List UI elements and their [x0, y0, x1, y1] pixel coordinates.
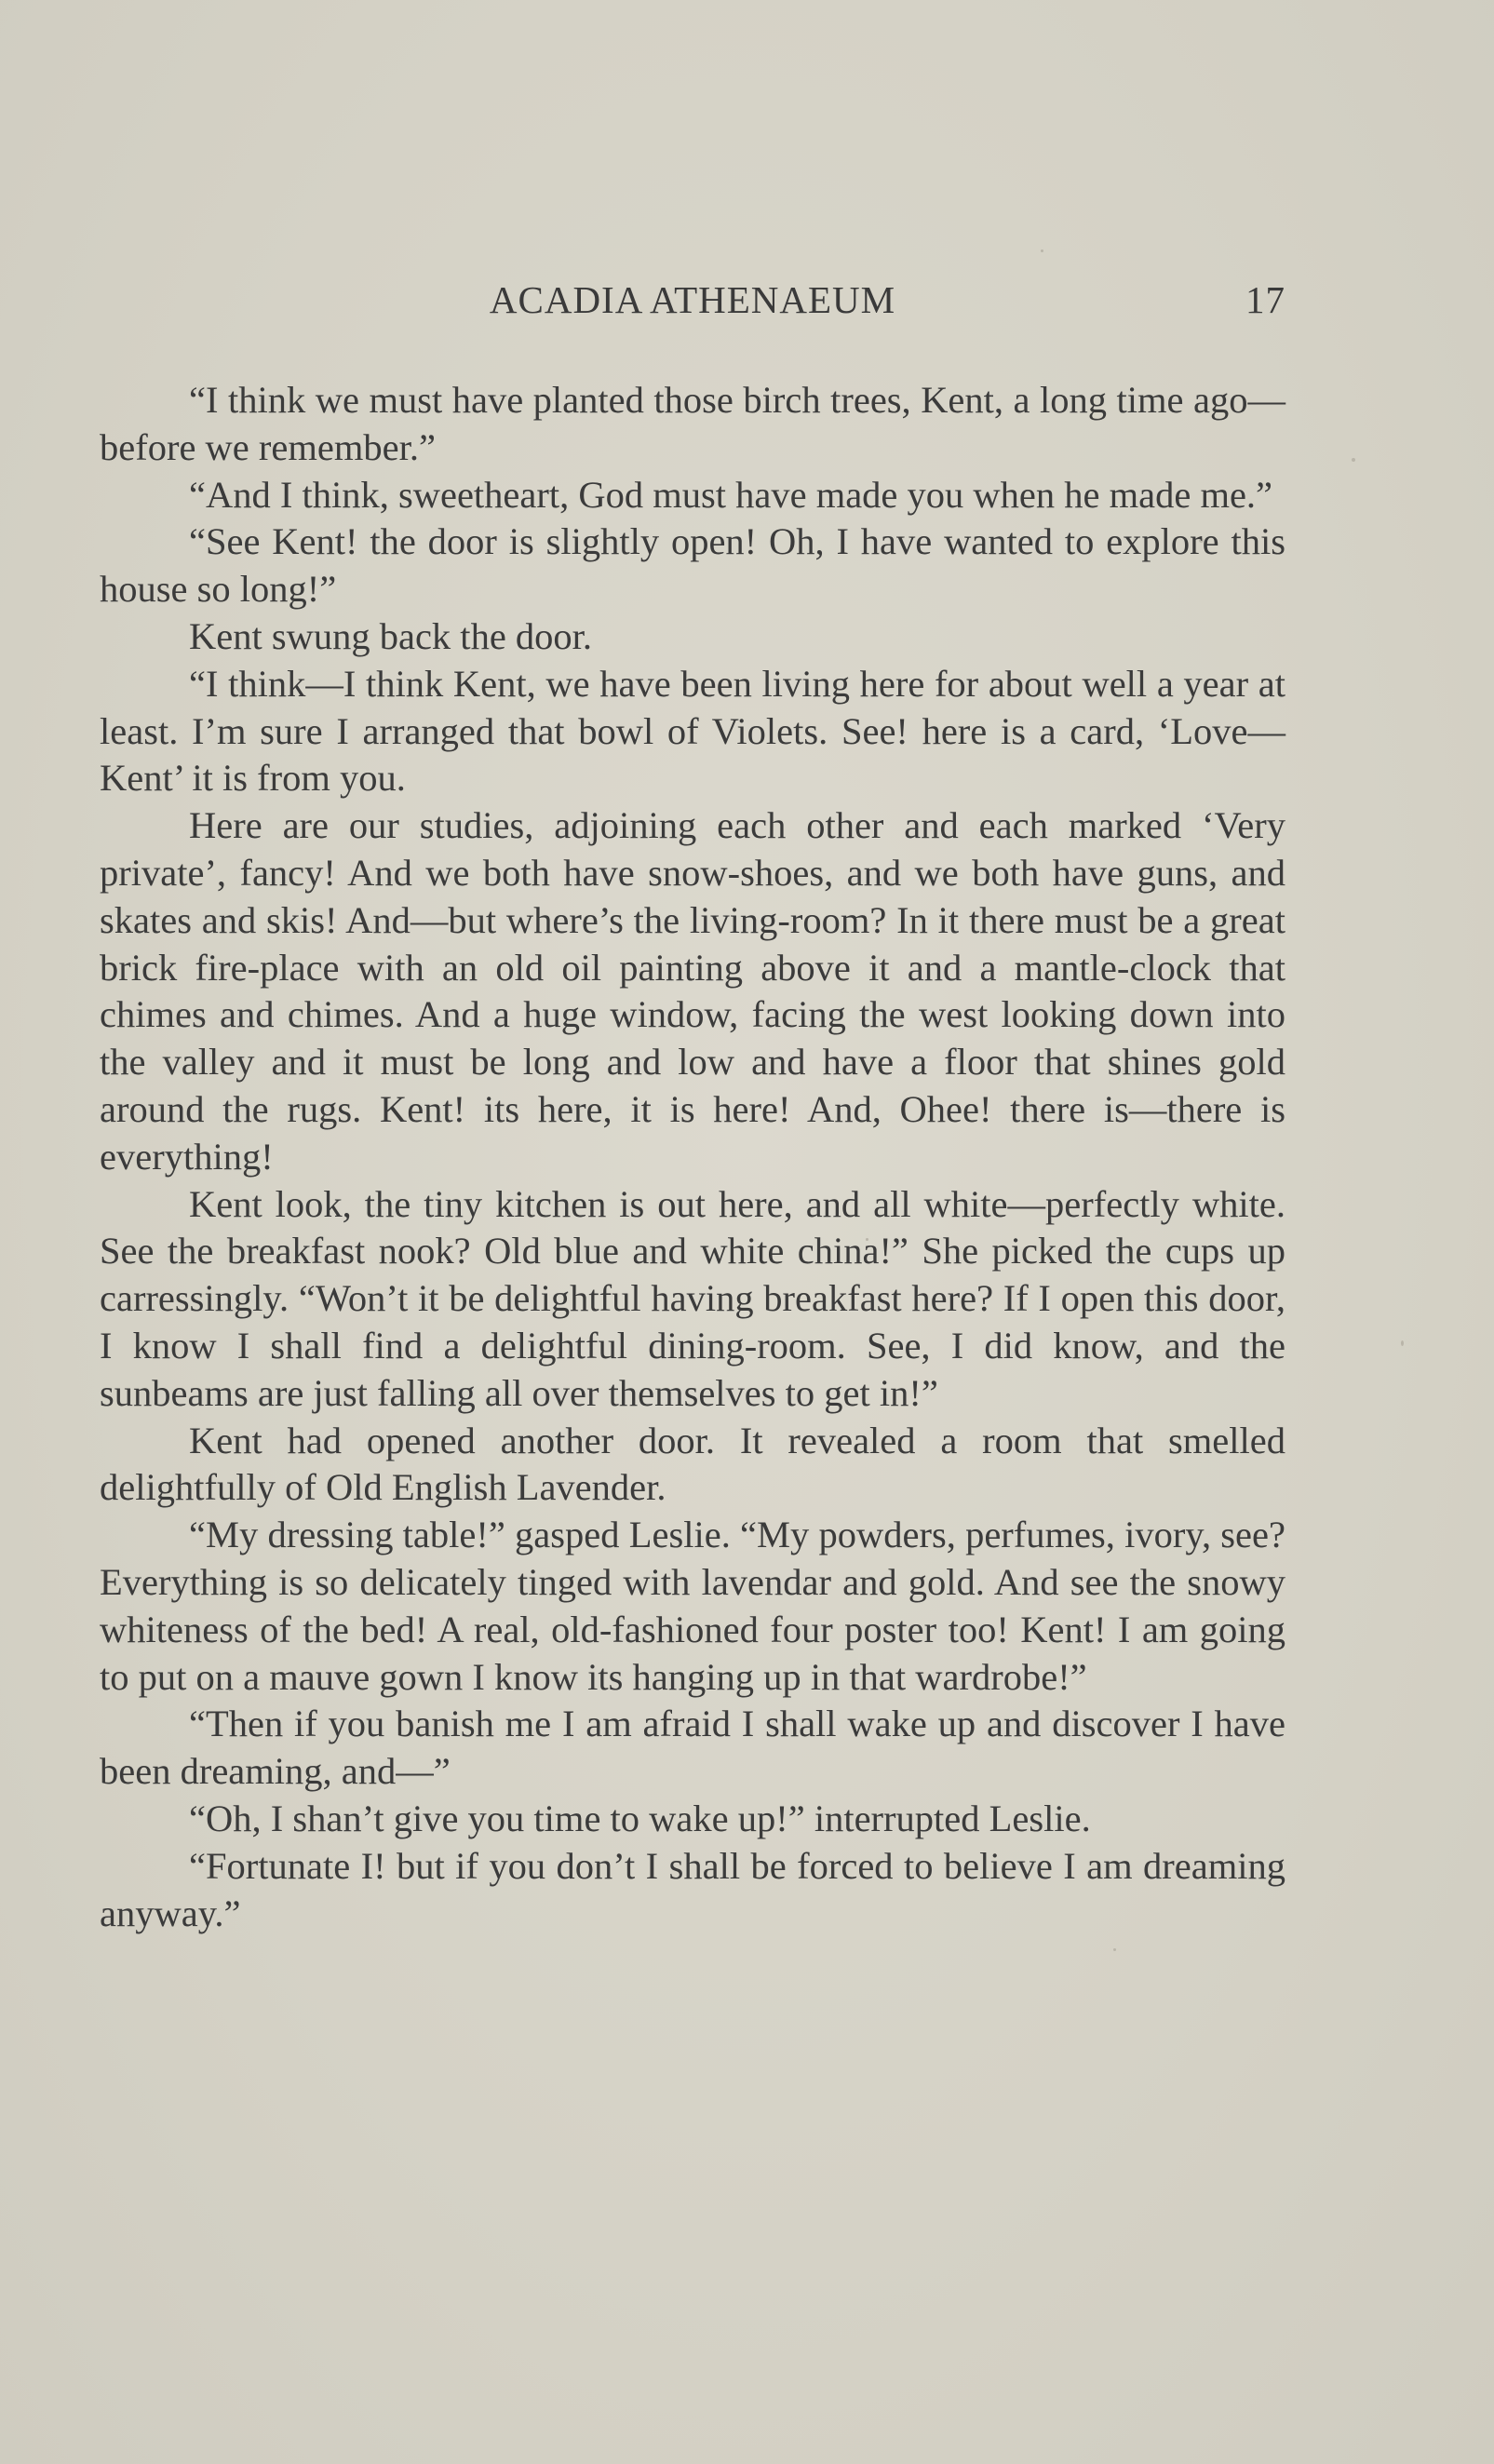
- paragraph: “I think—I think Kent, we have been living here for about well a year at least. I’m sure I arranged that bowl of Violets. See! here is a card, ‘Love—Kent’ it is from you.: [100, 662, 1285, 800]
- paragraph: Kent had opened another door. It revealed a room that smelled delightfully of Old English Lavender.: [100, 1419, 1285, 1509]
- paper-speck: [1352, 458, 1355, 462]
- paragraph: “My dressing table!” gasped Leslie. “My powders, perfumes, ivory, see? Everything is so delicately tinged with lavendar and gold. And see the snowy whiteness of the bed! A real, old-fashioned four poster too! Kent! I am going to put on a mauve gown I know its hanging up in that wardrobe!”: [100, 1514, 1285, 1698]
- paragraph: Kent look, the tiny kitchen is out here, and all white—perfectly white. See the breakfast nook? Old blue and white china!” She picked the cups up carressingly. “Won’t it be delightful having breakfast here? If I open this door, I know I shall find a delightful dining-room. See, I did know, and the sunbeams are just falling all over themselves to get in!”: [100, 1182, 1285, 1414]
- page-header: [100, 277, 1285, 333]
- running-title: ACADIA ATHENAEUM: [489, 278, 896, 321]
- paragraph: Kent swung back the door.: [189, 614, 593, 657]
- page-number: 17: [1245, 278, 1285, 321]
- paragraph: “And I think, sweetheart, God must have made you when he made me.”: [189, 473, 1273, 516]
- body-text: [100, 377, 1285, 1937]
- paragraph: “Then if you banish me I am afraid I shall wake up and discover I have been dreaming, and—”: [100, 1703, 1285, 1793]
- paper-speck: [1401, 1340, 1404, 1346]
- paragraph: “Oh, I shan’t give you time to wake up!” interrupted Leslie.: [189, 1797, 1091, 1839]
- paper-speck: [1041, 249, 1043, 252]
- paragraph: “Fortunate I! but if you don’t I shall be forced to believe I am dreaming anyway.”: [100, 1844, 1285, 1934]
- paper-speck: [1113, 1948, 1116, 1951]
- paragraph: Here are our studies, adjoining each other and each marked ‘Very private’, fancy! And we both have snow-shoes, and we both have guns, and skates and skis! And—but where’s the living-room? In it there must be a great brick fire-place with an old oil painting above it and a mantle-clock that chimes and chimes. And a huge window, facing the west looking down into the valley and it must be long and low and have a floor that shines gold around the rugs. Kent! its here, it is here! And, Ohee! there is—there is everything!: [100, 804, 1285, 1178]
- paragraph: “I think we must have planted those birch trees, Kent, a long time ago—before we remember.”: [100, 379, 1285, 468]
- paragraph: “See Kent! the door is slightly open! Oh, I have wanted to explore this house so long!”: [100, 520, 1285, 611]
